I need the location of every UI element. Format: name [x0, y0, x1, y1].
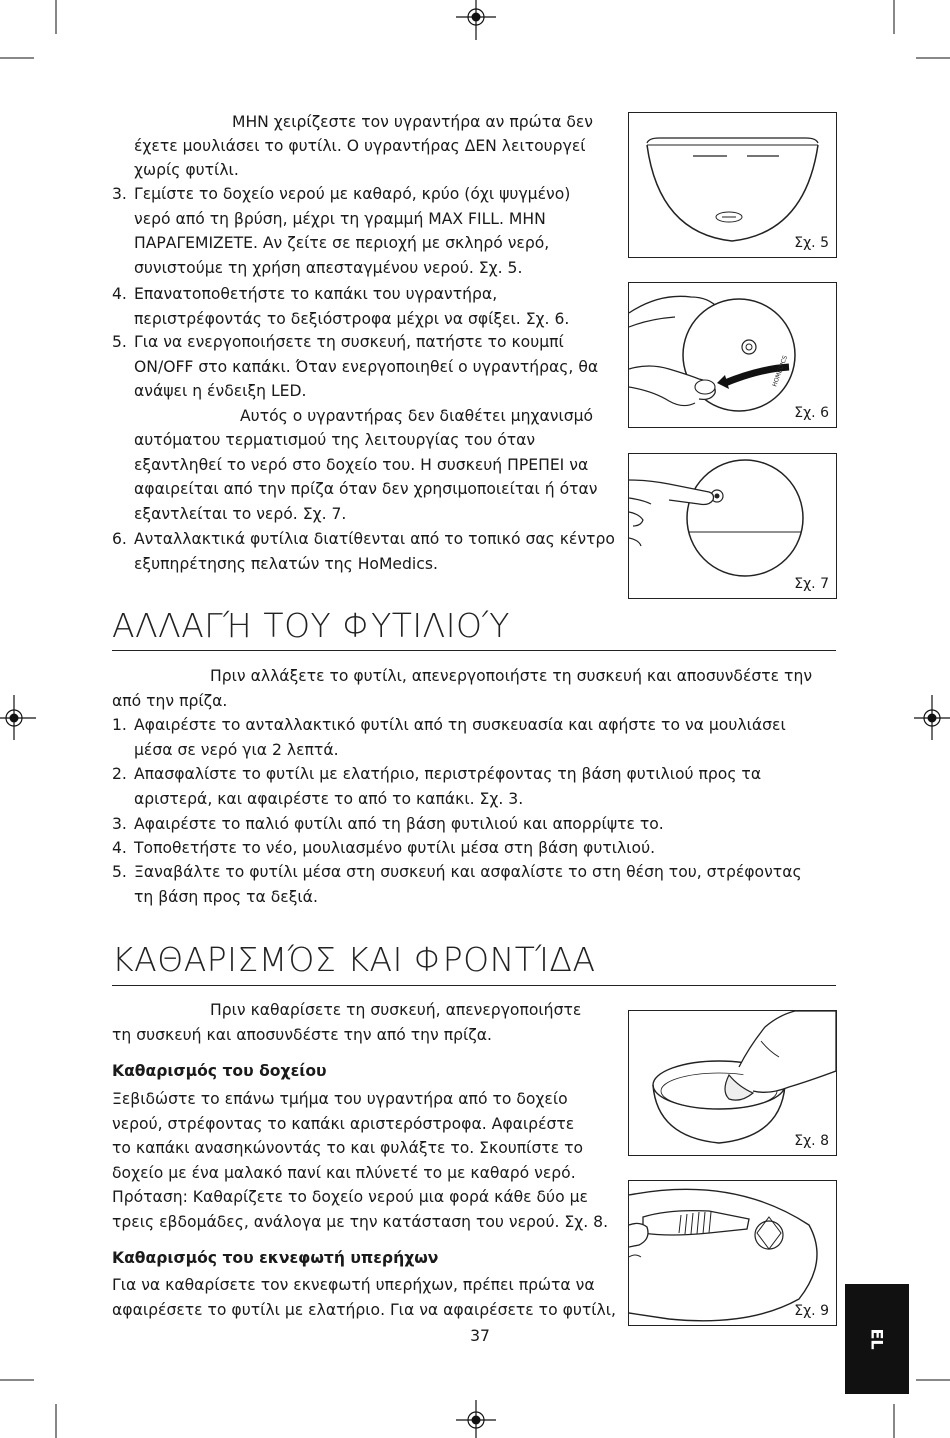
list-line: Τοποθετήστε το νέο, μουλιασμένο φυτίλι μέσα στη βάση φυτιλιού. — [134, 839, 656, 857]
list-number: 4. — [112, 285, 127, 303]
list-line: εξυπηρέτησης πελατών της HoMedics. — [134, 554, 438, 573]
note-line-2: αυτόματου τερματισμού της λειτουργίας του όταν — [134, 431, 536, 449]
wick-item-4 — [112, 836, 842, 861]
crosshair-right — [914, 695, 950, 740]
figure-7-caption: Σχ. 7 — [794, 576, 829, 592]
figure-9 — [628, 1180, 837, 1326]
list-number: 3. — [112, 185, 127, 203]
clean-intro-line-1: Πριν καθαρίσετε τη συσκευή, απενεργοποιήστε — [210, 1001, 582, 1019]
language-tab-label: EL — [867, 1328, 887, 1350]
list-line: τη βάση προς τα δεξιά. — [134, 887, 318, 906]
note-line-5: εξαντλείται το νερό. Σχ. 7. — [134, 505, 347, 523]
figure-7 — [628, 453, 837, 599]
wick-item-1 — [112, 713, 842, 762]
list-line: νερό από τη βρύση, μέχρι τη γραμμή MAX FILL. ΜΗΝ — [134, 209, 546, 228]
list-line: Απασφαλίστε το φυτίλι με ελατήριο, περιστρέφοντας τη βάση φυτιλιού προς τα — [134, 765, 762, 783]
warning-line-1: ΜΗΝ χειρίζεστε τον υγραντήρα αν πρώτα δεν — [232, 113, 593, 131]
crosshair-left — [0, 695, 36, 740]
clean-intro-line-2: τη συσκευή και αποσυνδέστε την από την πρίζα. — [112, 1026, 492, 1044]
section-heading-wick: ΑΛΛΑΓΉ ΤΟΥ ΦΥΤΙΛΙΟΎ — [112, 606, 511, 645]
list-item-6 — [112, 527, 627, 576]
list-number: 3. — [112, 815, 127, 833]
figure-5-caption: Σχ. 5 — [794, 235, 829, 251]
paragraph-line: το καπάκι ανασηκώνοντάς το και φυλάξτε το. Σκουπίστε το — [112, 1139, 584, 1157]
list-line: μέσα σε νερό για 2 λεπτά. — [134, 740, 339, 759]
wick-intro-line-1: Πριν αλλάξετε το φυτίλι, απενεργοποιήστε τη συσκευή και αποσυνδέστε την — [210, 667, 813, 685]
note-line-4: αφαιρείται από την πρίζα όταν δεν χρησιμοποιείται ή όταν — [134, 480, 598, 498]
crosshair-bottom — [456, 1400, 496, 1438]
paragraph-line: νερού, στρέφοντας το καπάκι αριστερόστροφα. Αφαιρέστε — [112, 1114, 575, 1133]
language-tab — [845, 1284, 909, 1394]
paragraph-line: Ξεβιδώστε το επάνω τμήμα του υγραντήρα από το δοχείο — [112, 1090, 568, 1108]
brand-on-lid: HOMEDICS — [771, 354, 790, 388]
list-number: 6. — [112, 530, 127, 548]
list-line: περιστρέφοντάς το δεξιόστροφα μέχρι να σφίξει. Σχ. 6. — [134, 309, 570, 328]
page-number: 37 — [470, 1327, 490, 1345]
paragraph-line: δοχείο με ένα μαλακό πανί και πλύνετέ το με καθαρό νερό. — [112, 1163, 576, 1182]
list-item-5 — [112, 330, 622, 404]
crosshair-top — [456, 0, 496, 40]
figure-8-caption: Σχ. 8 — [794, 1133, 829, 1149]
list-number: 5. — [112, 863, 127, 881]
figure-6 — [628, 282, 837, 428]
paragraph-line: Για να καθαρίσετε τον εκνεφωτή υπερήχων, πρέπει πρώτα να — [112, 1276, 595, 1294]
figure-5 — [628, 112, 837, 258]
list-number: 5. — [112, 333, 127, 351]
note-line-3: εξαντληθεί το νερό στο δοχείο του. Η συσκευή ΠΡΕΠΕΙ να — [134, 456, 589, 474]
list-line: Γεμίστε το δοχείο νερού με καθαρό, κρύο (όχι ψυγμένο) — [134, 185, 571, 203]
subheading-tank-cleaning: Καθαρισμός του δοχείου — [112, 1062, 327, 1080]
list-number: 1. — [112, 716, 127, 734]
wick-intro-line-2: από την πρίζα. — [112, 692, 228, 710]
list-line: Ανταλλακτικά φυτίλια διατίθενται από το τοπικό σας κέντρο — [134, 530, 615, 548]
paragraph-line: αφαιρέσετε το φυτίλι με ελατήριο. Για να αφαιρέσετε το φυτίλι, — [112, 1300, 617, 1319]
list-line: Για να ενεργοποιήσετε τη συσκευή, πατήστε το κουμπί — [134, 333, 564, 351]
figure-9-caption: Σχ. 9 — [794, 1303, 829, 1319]
figure-6-caption: Σχ. 6 — [794, 405, 829, 421]
list-line: Επανατοποθετήστε το καπάκι του υγραντήρα, — [134, 285, 498, 303]
list-line: συνιστούμε τη χρήση απεσταγμένου νερού. Σχ. 5. — [134, 258, 523, 277]
transducer-cleaning-paragraph — [112, 1273, 632, 1322]
list-item-4 — [112, 282, 622, 331]
heading-rule — [112, 985, 836, 986]
paragraph-line: τρεις εβδομάδες, ανάλογα με την κατάσταση του νερού. Σχ. 8. — [112, 1212, 609, 1231]
wick-item-5 — [112, 860, 842, 909]
list-line: ON/OFF στο καπάκι. Όταν ενεργοποιηθεί ο υγραντήρας, θα — [134, 357, 599, 376]
heading-rule — [112, 650, 836, 651]
list-line: αριστερά, και αφαιρέστε το από το καπάκι. Σχ. 3. — [134, 789, 524, 808]
warning-line-3: χωρίς φυτίλι. — [134, 161, 239, 179]
paragraph-line: Πρόταση: Καθαρίζετε το δοχείο νερού μια φορά κάθε δύο με — [112, 1188, 588, 1206]
note-line-1: Αυτός ο υγραντήρας δεν διαθέτει μηχανισμό — [240, 407, 594, 425]
list-line: Ξαναβάλτε το φυτίλι μέσα στη συσκευή και ασφαλίστε το στη θέση του, στρέφοντας — [134, 863, 802, 881]
wick-item-2 — [112, 762, 842, 811]
wick-item-3 — [112, 812, 842, 837]
section-heading-cleaning: ΚΑΘΑΡΙΣΜΌΣ ΚΑΙ ΦΡΟΝΤΊΔΑ — [112, 940, 596, 979]
list-number: 4. — [112, 839, 127, 857]
list-number: 2. — [112, 765, 127, 783]
subheading-transducer-cleaning: Καθαρισμός του εκνεφωτή υπερήχων — [112, 1249, 439, 1267]
warning-line-2: έχετε μουλιάσει το φυτίλι. Ο υγραντήρας ΔΕΝ λειτουργεί — [134, 137, 586, 155]
list-line: Αφαιρέστε το ανταλλακτικό φυτίλι από τη συσκευασία και αφήστε το να μουλιάσει — [134, 716, 786, 734]
list-line: Αφαιρέστε το παλιό φυτίλι από τη βάση φυτιλιού και απορρίψτε το. — [134, 815, 664, 833]
list-line: ΠΑΡΑΓΕΜΙΖΕΤΕ. Αν ζείτε σε περιοχή με σκληρό νερό, — [134, 234, 550, 252]
list-item-3 — [112, 182, 622, 280]
tank-cleaning-paragraph — [112, 1087, 627, 1234]
list-line: ανάψει η ένδειξη LED. — [134, 382, 307, 400]
figure-8 — [628, 1010, 837, 1156]
